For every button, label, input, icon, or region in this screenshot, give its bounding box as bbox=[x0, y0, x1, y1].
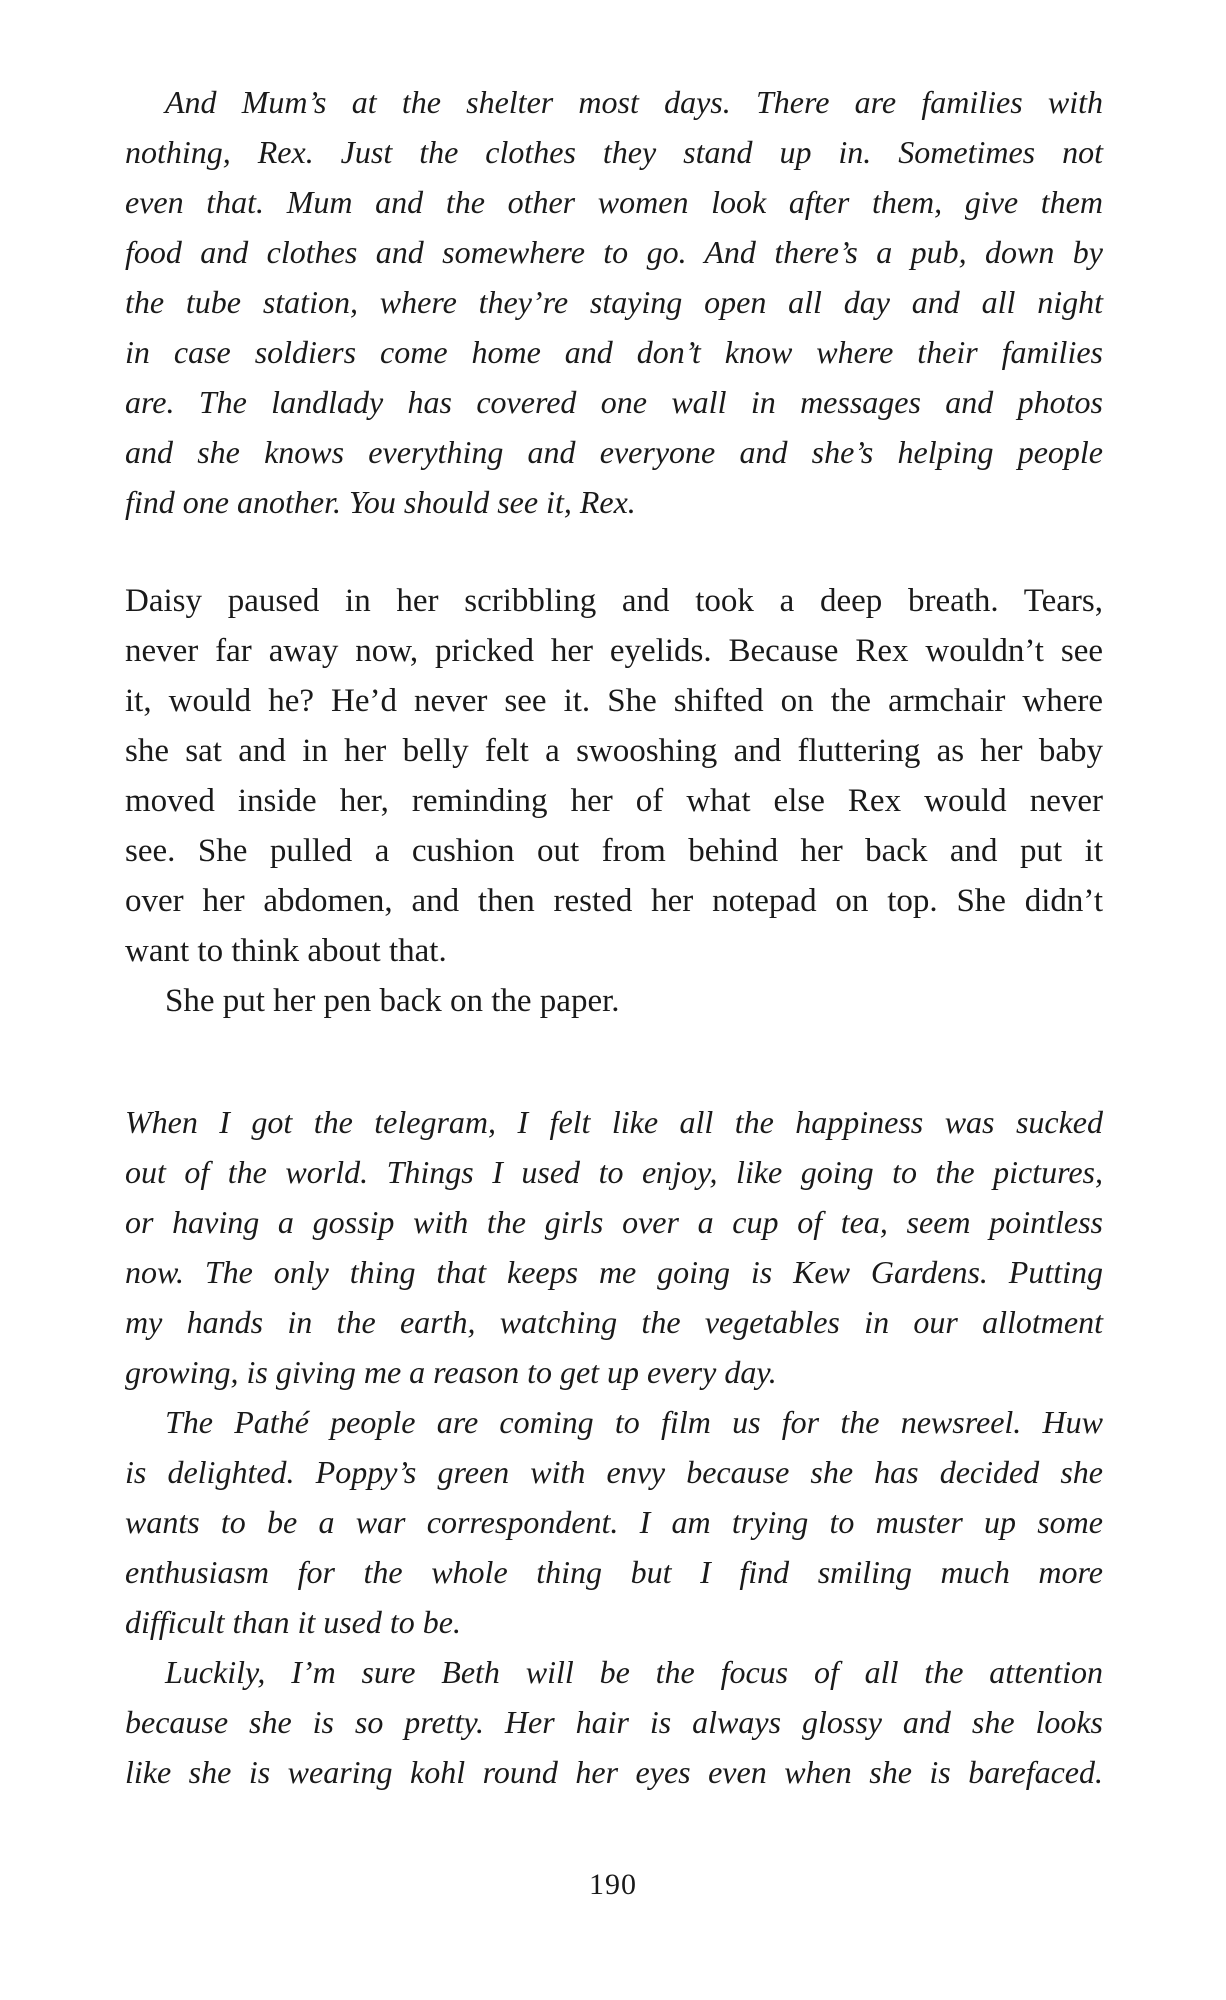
text-line: now. The only thing that keeps me going is Kew Gardens. Putting bbox=[125, 1254, 1103, 1290]
text-line: The Pathé people are coming to film us for the newsreel. Huw bbox=[165, 1404, 1103, 1440]
page-number: 190 bbox=[589, 1868, 637, 1901]
text-line: She put her pen back on the paper. bbox=[165, 983, 620, 1019]
text-line: over her abdomen, and then rested her notepad on top. She didn’t bbox=[125, 883, 1103, 919]
text-line: it, would he? He’d never see it. She shifted on the armchair where bbox=[125, 683, 1103, 719]
text-line: difficult than it used to be. bbox=[125, 1604, 461, 1640]
text-line: nothing, Rex. Just the clothes they stand up in. Sometimes not bbox=[125, 134, 1103, 170]
text-line: food and clothes and somewhere to go. And there’s a pub, down by bbox=[125, 234, 1103, 270]
text-line: moved inside her, reminding her of what else Rex would never bbox=[125, 783, 1103, 819]
text-line: When I got the telegram, I felt like all the happiness was sucked bbox=[125, 1104, 1103, 1140]
text-line: enthusiasm for the whole thing but I find smiling much more bbox=[125, 1554, 1103, 1590]
text-line: And Mum’s at the shelter most days. There are families with bbox=[165, 84, 1103, 120]
text-line: see. She pulled a cushion out from behind her back and put it bbox=[125, 833, 1103, 869]
text-line: Luckily, I’m sure Beth will be the focus of all the attention bbox=[165, 1654, 1103, 1690]
text-line: in case soldiers come home and don’t know where their families bbox=[125, 334, 1103, 370]
text-line: or having a gossip with the girls over a cup of tea, seem pointless bbox=[125, 1204, 1103, 1240]
text-line: the tube station, where they’re staying open all day and all night bbox=[125, 284, 1103, 320]
text-line: she sat and in her belly felt a swooshing and fluttering as her baby bbox=[125, 733, 1103, 769]
text-line: want to think about that. bbox=[125, 933, 447, 969]
text-line: like she is wearing kohl round her eyes even when she is barefaced. bbox=[125, 1754, 1103, 1790]
text-line: wants to be a war correspondent. I am trying to muster up some bbox=[125, 1504, 1103, 1540]
text-line: out of the world. Things I used to enjoy, like going to the pictures, bbox=[125, 1154, 1103, 1190]
text-line: never far away now, pricked her eyelids. Because Rex wouldn’t see bbox=[125, 633, 1103, 669]
text-line: is delighted. Poppy’s green with envy because she has decided she bbox=[125, 1454, 1103, 1490]
text-line: Daisy paused in her scribbling and took a deep breath. Tears, bbox=[125, 583, 1103, 619]
text-line: growing, is giving me a reason to get up every day. bbox=[125, 1354, 777, 1390]
text-line: because she is so pretty. Her hair is always glossy and she looks bbox=[125, 1704, 1103, 1740]
text-line: are. The landlady has covered one wall in messages and photos bbox=[125, 384, 1103, 420]
text-line: my hands in the earth, watching the vegetables in our allotment bbox=[125, 1304, 1103, 1340]
text-line: find one another. You should see it, Rex. bbox=[125, 484, 636, 520]
text-line: even that. Mum and the other women look after them, give them bbox=[125, 184, 1103, 220]
text-line: and she knows everything and everyone and she’s helping people bbox=[125, 434, 1103, 470]
